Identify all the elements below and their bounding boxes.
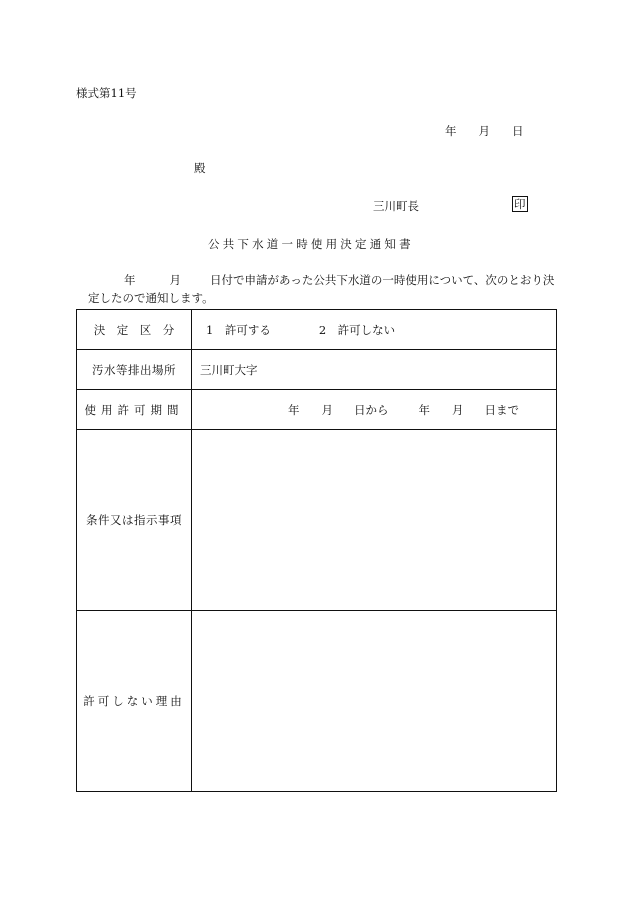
decision-table (76, 309, 557, 792)
period-from-day: 日から (354, 402, 389, 417)
table-row-conditions (77, 430, 557, 611)
decision-option-deny: 2 許可しない (318, 322, 396, 337)
period-to-year: 年 (418, 402, 430, 417)
period-value (192, 390, 557, 430)
period-to-month: 月 (452, 402, 464, 417)
addressee-suffix: 殿 (194, 161, 206, 175)
location-value: 三川町大字 (192, 350, 557, 390)
table-row-location (77, 350, 557, 390)
decision-option-permit: 1 許可する (206, 322, 271, 337)
body-year: 年 (124, 273, 136, 287)
period-from-year: 年 (288, 402, 300, 417)
period-to-day: 日まで (484, 402, 519, 417)
period-from-month: 月 (321, 402, 333, 417)
body-paragraph (88, 271, 560, 307)
conditions-field[interactable] (192, 430, 557, 611)
denial-reason-field[interactable] (192, 611, 557, 792)
location-label: 汚水等排出場所 (77, 350, 192, 390)
table-row-period (77, 390, 557, 430)
body-month: 月 (169, 273, 181, 287)
decision-options (192, 310, 557, 350)
date-month: 月 (478, 124, 490, 138)
date-year: 年 (445, 124, 457, 138)
date-day: 日 (512, 124, 524, 138)
denial-reason-label: 許可しない理由 (77, 611, 192, 792)
seal-mark: 印 (514, 197, 526, 211)
period-label: 使用許可期間 (77, 390, 192, 430)
table-row-denial (77, 611, 557, 792)
table-row-decision (77, 310, 557, 350)
date-line (445, 123, 524, 139)
issuer-title: 三川町長 (373, 199, 419, 213)
document-title: 公共下水道一時使用決定通知書 (208, 237, 414, 251)
conditions-label: 条件又は指示事項 (77, 430, 192, 611)
body-text: 日付で申請があった公共下水道の一時使用について、次のとおり決定したので通知します。 (88, 273, 555, 305)
decision-label: 決 定 区 分 (77, 310, 192, 350)
form-number: 様式第11号 (76, 86, 137, 100)
